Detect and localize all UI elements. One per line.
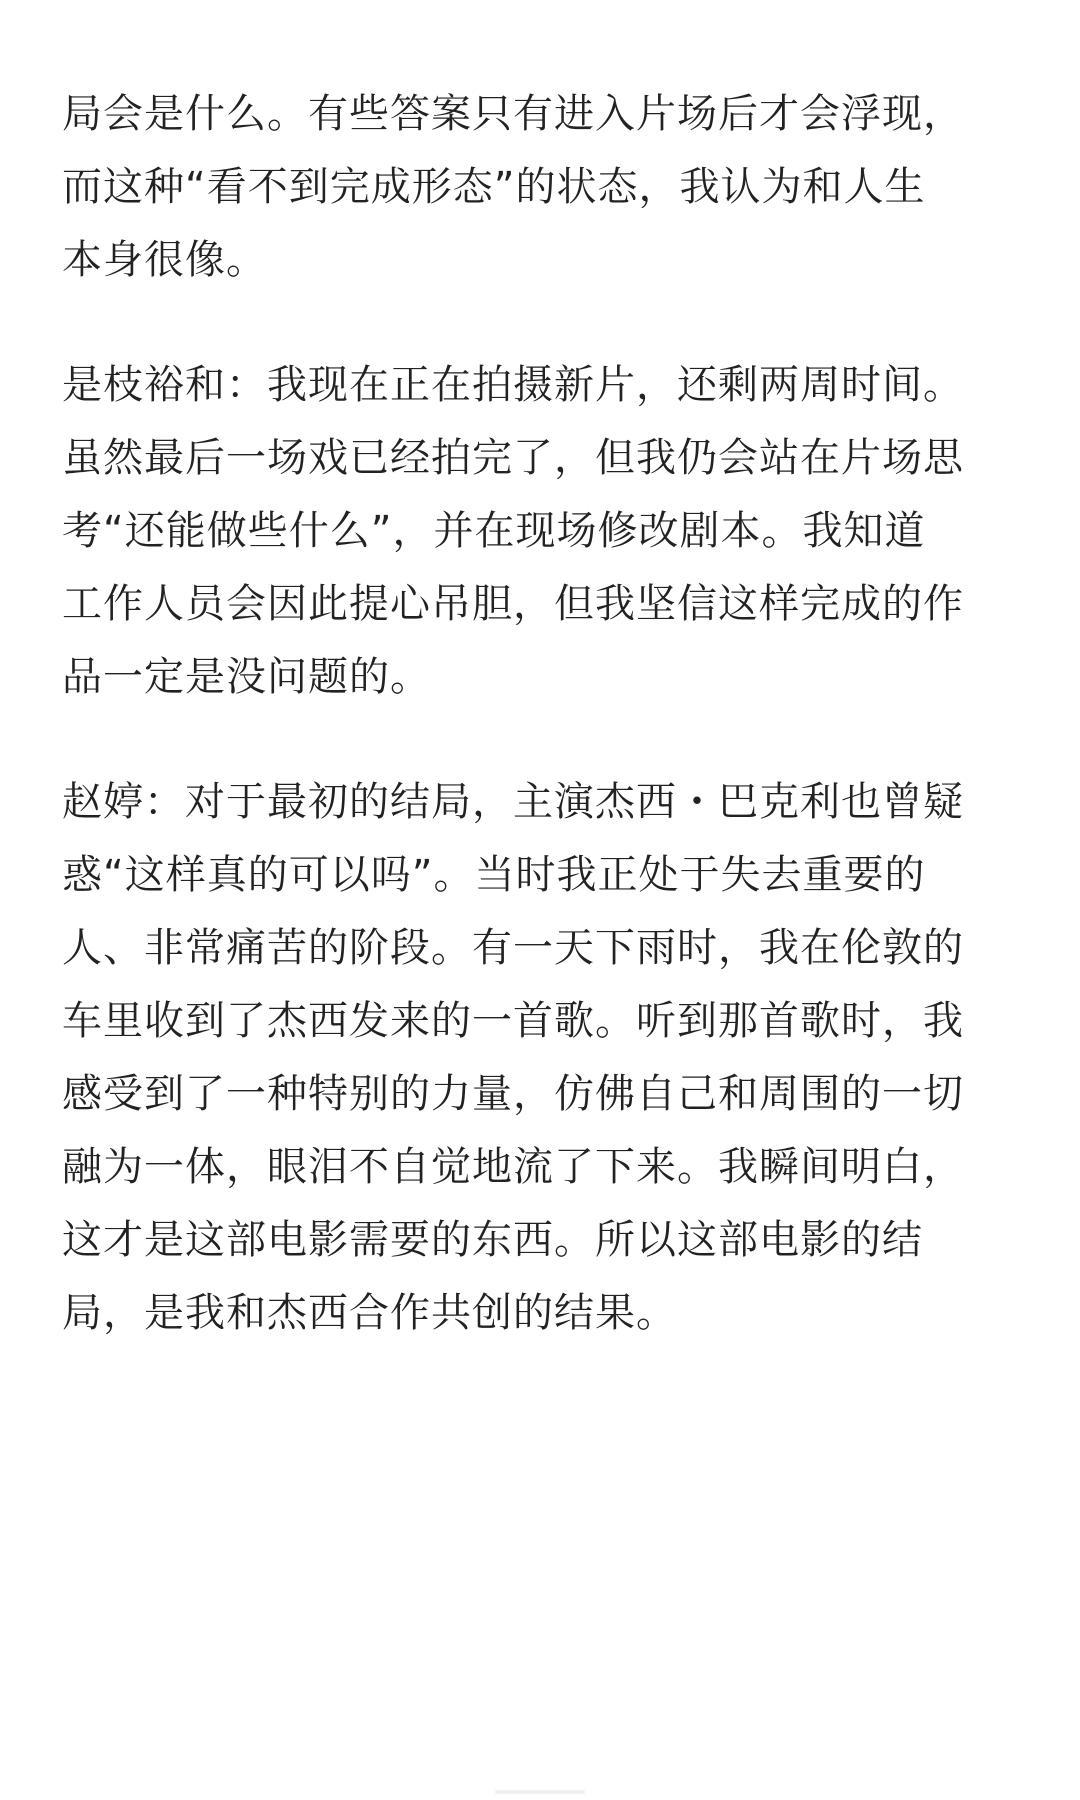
text-line: 车里收到了杰西发来的一首歌。听到那首歌时，我: [62, 998, 964, 1044]
text-line: 虽然最后一场戏已经拍完了，但我仍会站在片场思: [62, 435, 964, 481]
home-indicator: [495, 1790, 585, 1794]
text-line: 工作人员会因此提心吊胆，但我坚信这样完成的作: [62, 581, 964, 627]
paragraph-3: [62, 766, 1022, 1350]
text-line: 而这种“看不到完成形态”的状态，我认为和人生: [62, 164, 926, 210]
text-line: 惑“这样真的可以吗”。当时我正处于失去重要的: [62, 852, 926, 898]
text-line: 品一定是没问题的。: [62, 654, 431, 700]
text-line: 这才是这部电影需要的东西。所以这部电影的结: [62, 1217, 923, 1263]
text-line: 本身很像。: [62, 237, 267, 283]
text-line: 赵婷：对于最初的结局，主演杰西・巴克利也曾疑: [62, 779, 964, 825]
paragraph-2: [62, 349, 1022, 714]
text-line: 感受到了一种特别的力量，仿佛自己和周围的一切: [62, 1071, 964, 1117]
article-body: [62, 78, 1022, 1402]
text-line: 是枝裕和：我现在正在拍摄新片，还剩两周时间。: [62, 362, 964, 408]
text-line: 融为一体，眼泪不自觉地流了下来。我瞬间明白，: [62, 1144, 964, 1190]
text-line: 局，是我和杰西合作共创的结果。: [62, 1290, 677, 1336]
paragraph-1: [62, 78, 1022, 297]
text-line: 人、非常痛苦的阶段。有一天下雨时，我在伦敦的: [62, 925, 964, 971]
text-line: 考“还能做些什么”，并在现场修改剧本。我知道: [62, 508, 926, 554]
text-line: 局会是什么。有些答案只有进入片场后才会浮现，: [62, 91, 964, 137]
